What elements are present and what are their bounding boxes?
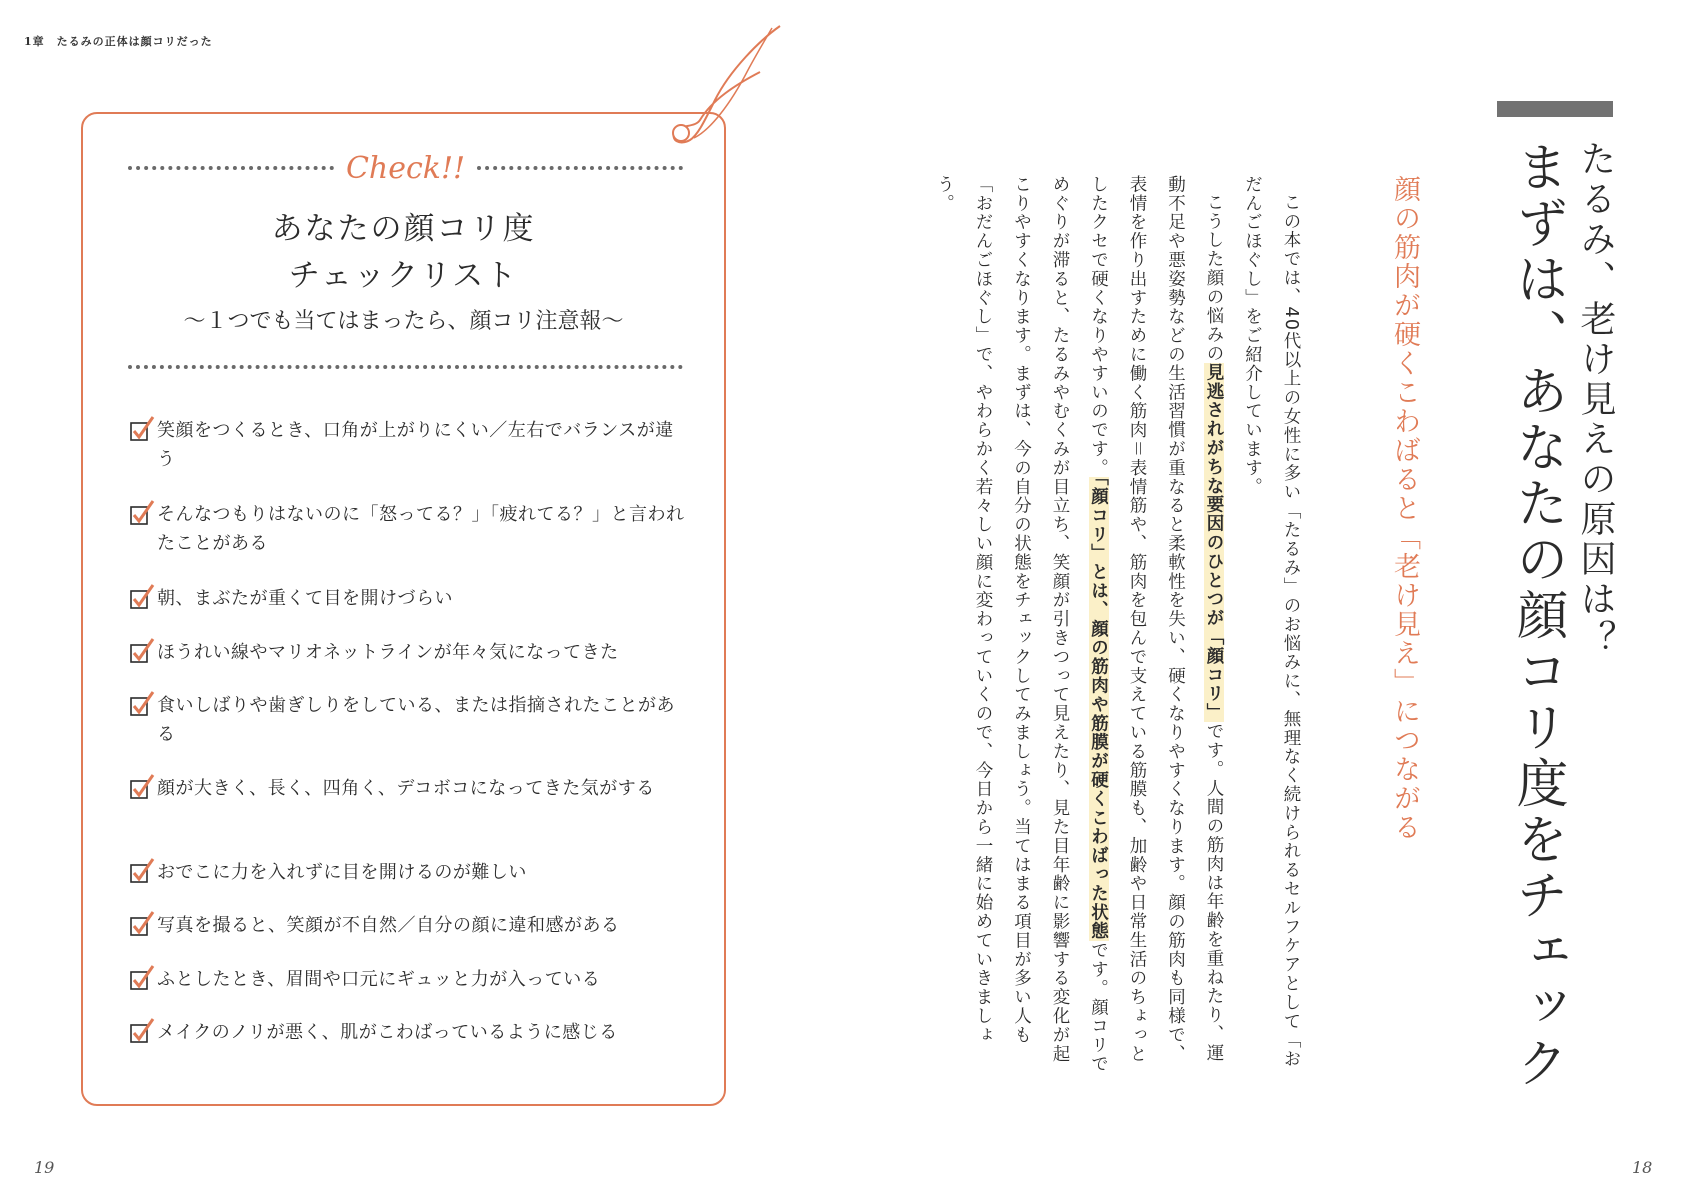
checklist-item-text: ふとしたとき、眉間や口元にギュッと力が入っている [157,969,601,990]
checklist-item [130,638,690,667]
article-body [934,175,1310,1075]
check-header-label: Check!! [345,150,466,186]
checklist-item [130,416,690,474]
paragraph [925,175,1233,1075]
dotted-divider [128,365,683,369]
checklist-item-text: 顔が大きく、長く、四角く、デコボコになってきた気がする [157,778,655,799]
page-number-left: 19 [34,1158,55,1177]
headline-line2: まずは、あなたの顔コリ度をチェック [1507,140,1567,1092]
running-head: 1章 たるみの正体は顔コリだった [24,35,213,48]
checkmark-icon [130,913,154,935]
section-bar [1497,101,1613,117]
checklist-item-text: ほうれい線やマリオネットラインが年々気になってきた [157,642,619,663]
checklist-item-text: そんなつもりはないのに「怒ってる？」「疲れてる？」と言われたことがある [157,504,685,554]
checkmark-icon [130,860,154,882]
checklist-item-text: おでこに力を入れずに目を開けるのが難しい [157,862,527,883]
checklist-item-text: 朝、まぶたが重くて目を開けづらい [157,588,453,609]
checklist-item-text: 食いしばりや歯ぎしりをしている、または指摘されたことがある [157,695,675,745]
checkmark-icon [130,502,154,524]
dotted-divider [477,166,683,170]
checklist-item [130,1018,690,1047]
checklist-item [130,500,690,558]
paragraph-text: こうした顔の悩みの [1204,192,1224,363]
checkmark-icon [130,418,154,440]
checklist-title-line1: あなたの顔コリ度 [271,211,536,247]
checklist-title-line2: チェックリスト [288,258,519,294]
highlighted-text: 「顔コリ」とは、顔の筋肉や筋膜が硬くこわばった状態 [1088,477,1109,942]
checklist-item [130,911,690,940]
checkmark-icon [130,1020,154,1042]
check-box-card [81,112,726,1106]
page-number-right: 18 [1632,1158,1653,1177]
checklist-item-text: 笑顔をつくるとき、口角が上がりにくい／左右でバランスが違う [157,420,674,470]
checkmark-icon [130,640,154,662]
highlighted-text: 見逃されがちな要因のひとつが「顔コリ」 [1204,362,1224,722]
sub-headline: 顔の筋肉が硬くこわばると「老け見え」につながる [1389,175,1420,842]
checklist-item [130,584,690,613]
checkmark-icon [130,693,154,715]
checkmark-icon [130,776,154,798]
checkmark-icon [130,586,154,608]
checklist-item [130,691,690,749]
dotted-divider [128,166,334,170]
checklist-item-text: 写真を撮ると、笑顔が不自然／自分の顔に違和感がある [157,915,620,936]
checklist-item [130,858,690,887]
checklist-item [130,774,690,803]
headline-line1: たるみ、老け見えの原因は？ [1575,140,1616,660]
checklist-title [83,206,724,300]
paragraph-text: です。人間の筋肉は年齢を重ねたり、運動不足や悪姿勢などの生活習慣が重なると柔軟性を失い、硬くなりやすくなります。顔の筋肉も同様で、表情を作り出すために働く筋肉＝表情筋や、筋肉を包んで支えている筋膜も、加齢や日常生活のちょっとしたクセで硬くなりやすいのです。 [1088,175,1224,1064]
paragraph: この本では、40代以上の女性に多い「たるみ」のお悩みに、無理なく続けられるセルフケアとして「おだんごほぐし」をご紹介しています。 [1242,175,1301,1069]
checklist-subtitle: 〜１つでも当てはまったら、顔コリ注意報〜 [183,309,624,334]
checkmark-icon [130,967,154,989]
check-header [128,146,683,190]
checklist-item-text: メイクのノリが悪く、肌がこわばっているように感じる [157,1022,618,1043]
paragraph-text: です。顔コリでめぐりが滞ると、たるみやむくみが目立ち、笑顔が引きつって見えたり、見た目年齢に影響する変化が起こりやすくなります。まずは、今の自分の状態をチェックしてみましょう。当てはまる項目が多い人も「おだんごほぐし」で、やわらかく若々しい顔に変わっていくので、今日から一緒に始めていきましょう。 [934,175,1109,1074]
checklist-item [130,965,690,994]
